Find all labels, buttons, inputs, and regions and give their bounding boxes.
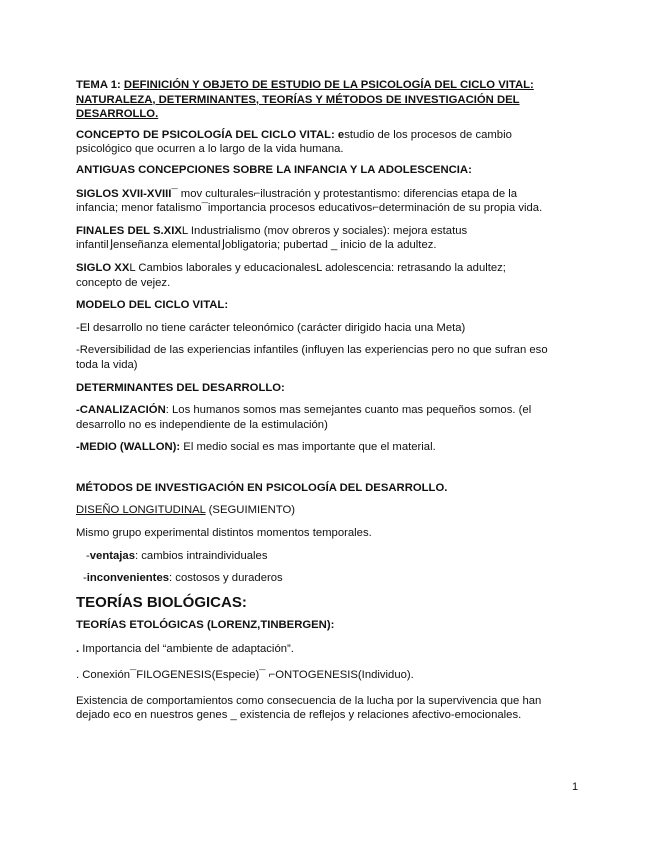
finales-paragraph <box>76 224 576 253</box>
sigloxx-line-2: concepto de vejez. <box>76 276 171 289</box>
medio-label: -MEDIO (WALLON): <box>76 441 181 454</box>
modelo-item-2 <box>76 343 576 372</box>
teorias-etologicas-heading: TEORÍAS ETOLÓGICAS (LORENZ,TINBERGEN): <box>76 618 335 631</box>
siglos-line-1: ¯ mov culturales⌐ilustración y protestantismo: diferencias etapa de la <box>171 187 518 200</box>
inconvenientes-line <box>76 571 576 586</box>
modelo-heading: MODELO DEL CICLO VITAL: <box>76 299 229 312</box>
ventajas-line <box>76 549 576 564</box>
title-line-3: DESARROLLO. <box>76 108 159 121</box>
ventajas-dash: - <box>86 549 90 562</box>
concepto-paragraph <box>76 128 576 157</box>
ventajas-label: ventajas <box>89 549 135 562</box>
determinantes-heading: DETERMINANTES DEL DESARROLLO: <box>76 381 285 394</box>
page-number: 1 <box>572 781 579 793</box>
importancia-bullet: . <box>76 643 80 656</box>
concepto-label: CONCEPTO DE PSICOLOGÍA DEL CICLO VITAL: e <box>76 128 345 141</box>
finales-line-2: infantil⌋enseñanza elemental⌋obligatoria; pubertad _ inicio de la adultez. <box>76 239 437 252</box>
concepto-text-1: studio de los procesos de cambio <box>344 128 512 141</box>
document-title <box>76 78 576 122</box>
title-prefix: TEMA 1: <box>76 79 124 91</box>
inconvenientes-label: inconvenientes <box>86 572 170 585</box>
medio-paragraph <box>76 440 576 455</box>
ventajas-text: : cambios intraindividuales <box>134 549 268 562</box>
sigloxx-line-1: L Cambios laborales y educacionalesL adolescencia: retrasando la adultez; <box>129 261 506 274</box>
modelo-item-2-line-2: toda la vida) <box>76 358 138 371</box>
importancia-line <box>76 642 576 657</box>
inconvenientes-text: : costosos y duraderos <box>169 572 283 585</box>
antiguas-heading: ANTIGUAS CONCEPCIONES SOBRE LA INFANCIA Y LA ADOLESCENCIA: <box>76 163 472 176</box>
diseno-label: DISEÑO LONGITUDINAL <box>76 504 206 517</box>
canalizacion-line-2: desarrollo no es independiente de la estimulación) <box>76 418 328 431</box>
conexion-line: . Conexión¯FILOGENESIS(Especie)¯ ⌐ONTOGENESIS(Individuo). <box>76 669 414 682</box>
modelo-item-2-line-1: -Reversibilidad de las experiencias infantiles (influyen las experiencias pero no que sufran eso <box>76 344 548 357</box>
inconvenientes-dash: - <box>83 572 87 585</box>
metodos-heading: MÉTODOS DE INVESTIGACIÓN EN PSICOLOGÍA DEL DESARROLLO. <box>76 481 448 494</box>
finales-line-1: L Industrialismo (mov obreros y sociales): mejora estatus <box>181 224 468 237</box>
diseno-line <box>76 503 576 518</box>
sigloxx-paragraph <box>76 261 576 290</box>
canalizacion-paragraph <box>76 403 576 432</box>
concepto-text-2: psicológico que ocurren a lo largo de la vida humana. <box>76 143 344 156</box>
existencia-line-2: dejado eco en nuestros genes _ existencia de reflejos y relaciones afectivo-emocionales. <box>76 709 522 722</box>
title-line-1: DEFINICIÓN Y OBJETO DE ESTUDIO DE LA PSICOLOGÍA DEL CICLO VITAL: <box>123 79 534 91</box>
title-line-2: NATURALEZA, DETERMINANTES, TEORÍAS Y MÉTODOS DE INVESTIGACIÓN DEL <box>76 93 520 106</box>
siglos-label: SIGLOS XVII-XVIII <box>76 187 172 200</box>
teorias-biologicas-heading: TEORÍAS BIOLÓGICAS: <box>76 593 247 611</box>
siglos-line-2: infancia; menor fatalismo¯importancia procesos educativos⌐determinación de su propia vida. <box>76 202 543 215</box>
canalizacion-line-1: : Los humanos somos mas semejantes cuanto mas pequeños somos. (el <box>165 404 532 417</box>
importancia-text: Importancia del “ambiente de adaptación”. <box>79 643 294 656</box>
finales-label: FINALES DEL S.XIX <box>76 224 182 237</box>
sigloxx-label: SIGLO XX <box>76 261 130 274</box>
diseno-text: (SEGUIMIENTO) <box>205 504 296 517</box>
medio-text: El medio social es mas importante que el material. <box>180 441 436 454</box>
siglos-paragraph <box>76 187 576 216</box>
existencia-paragraph <box>76 694 576 723</box>
modelo-item-1: -El desarrollo no tiene carácter teleonómico (carácter dirigido hacia una Meta) <box>76 321 466 334</box>
existencia-line-1: Existencia de comportamientos como consecuencia de la lucha por la supervivencia que han <box>76 694 542 707</box>
document-body <box>76 78 576 723</box>
mismo-grupo-line: Mismo grupo experimental distintos momentos temporales. <box>76 527 372 540</box>
canalizacion-label: -CANALIZACIÓN <box>76 404 166 417</box>
